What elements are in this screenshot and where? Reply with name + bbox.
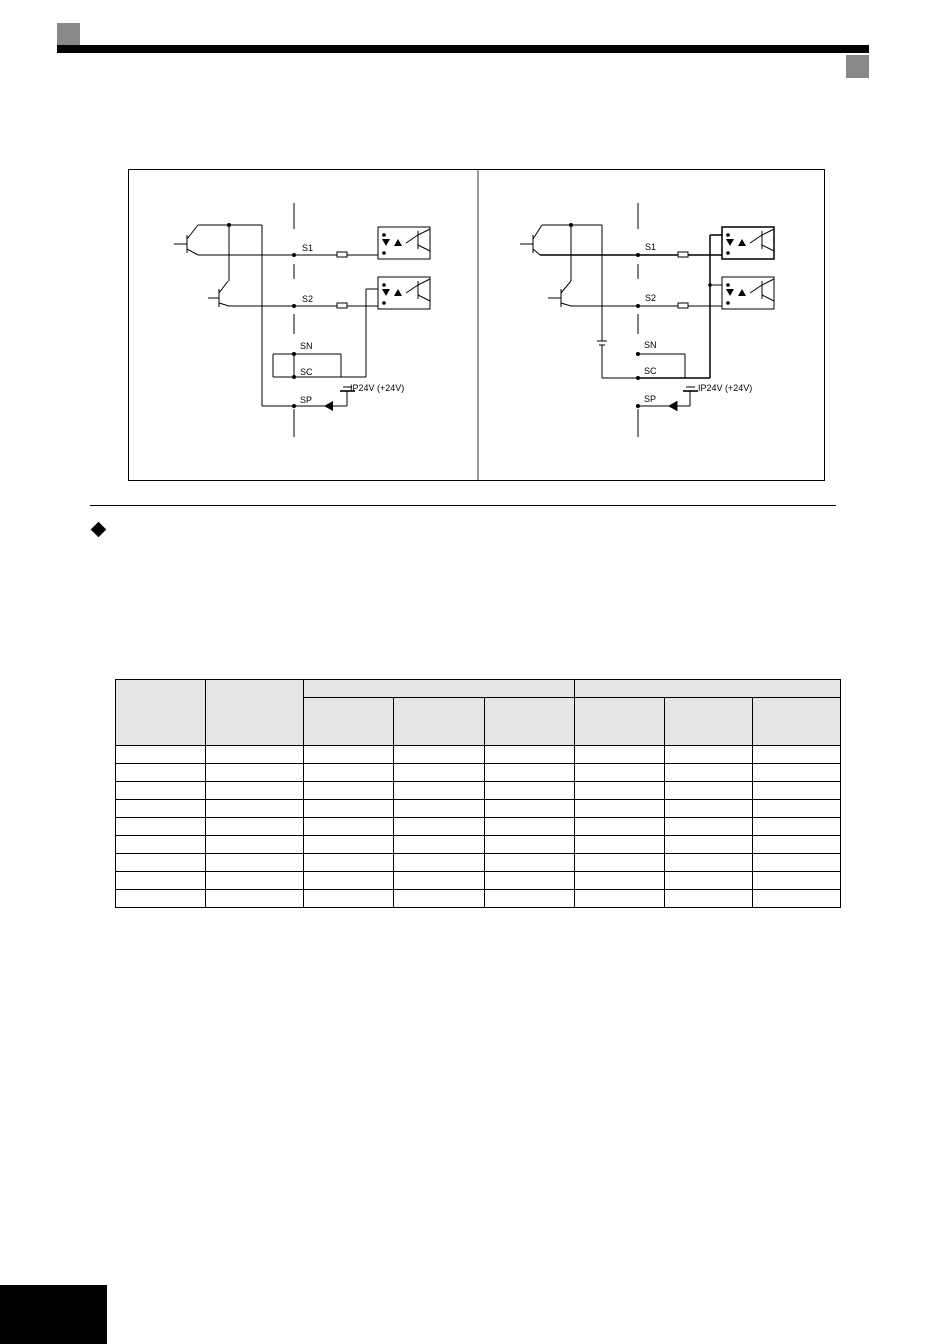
- table-row: [116, 800, 841, 818]
- table-cell: [485, 890, 575, 908]
- table-cell: [206, 854, 304, 872]
- table-cell: [304, 782, 394, 800]
- table-cell: [753, 764, 841, 782]
- table-header-cell: [753, 698, 841, 746]
- table-cell: [575, 872, 665, 890]
- table-row: [116, 872, 841, 890]
- table-cell: [116, 872, 206, 890]
- table-cell: [575, 782, 665, 800]
- table-row: [116, 818, 841, 836]
- table-cell: [394, 890, 485, 908]
- table-cell: [753, 890, 841, 908]
- table-cell: [394, 836, 485, 854]
- table-body: [116, 746, 841, 908]
- table-row: [116, 890, 841, 908]
- section-divider: [90, 505, 836, 506]
- table-cell: [753, 836, 841, 854]
- table-cell: [485, 800, 575, 818]
- table-cell: [485, 836, 575, 854]
- table-cell: [206, 872, 304, 890]
- table-cell: [304, 872, 394, 890]
- table-cell: [485, 872, 575, 890]
- table-header-group: [575, 680, 841, 698]
- table-cell: [206, 764, 304, 782]
- table-header-group: [304, 680, 575, 698]
- table-cell: [665, 800, 753, 818]
- table-cell: [665, 890, 753, 908]
- table-cell: [394, 872, 485, 890]
- header-rule: [57, 45, 869, 53]
- table-cell: [665, 872, 753, 890]
- table-cell: [116, 764, 206, 782]
- table-cell: [116, 854, 206, 872]
- table-cell: [575, 836, 665, 854]
- table-header-cell: [485, 698, 575, 746]
- table-cell: [575, 818, 665, 836]
- table-cell: [116, 782, 206, 800]
- table-row: [116, 854, 841, 872]
- table-cell: [116, 890, 206, 908]
- table-cell: [753, 872, 841, 890]
- table-cell: [753, 818, 841, 836]
- footer-page-block: [0, 1285, 107, 1344]
- table-row: [116, 764, 841, 782]
- table-cell: [304, 818, 394, 836]
- table-cell: [485, 818, 575, 836]
- table-cell: [665, 764, 753, 782]
- left-terminal-sp: SP: [299, 394, 312, 405]
- table-cell: [665, 746, 753, 764]
- table-cell: [394, 800, 485, 818]
- table-cell: [304, 836, 394, 854]
- right-supply-label: IP24V (+24V): [697, 382, 752, 393]
- left-terminal-sn: SN: [299, 340, 313, 351]
- table-cell: [485, 782, 575, 800]
- table-cell: [753, 800, 841, 818]
- table-cell: [304, 764, 394, 782]
- table-cell: [665, 854, 753, 872]
- table-cell: [753, 746, 841, 764]
- right-terminal-s2: S2: [644, 292, 656, 303]
- table-cell: [394, 746, 485, 764]
- table-cell: [304, 854, 394, 872]
- table-row: [116, 746, 841, 764]
- table-cell: [485, 764, 575, 782]
- right-terminal-sn: SN: [643, 339, 657, 350]
- table-cell: [116, 818, 206, 836]
- table-cell: [394, 818, 485, 836]
- table-cell: [116, 746, 206, 764]
- wiring-diagram: [128, 169, 825, 481]
- table-header-cell: [665, 698, 753, 746]
- table-cell: [575, 800, 665, 818]
- table-header-cell: [575, 698, 665, 746]
- table-cell: [665, 836, 753, 854]
- table-cell: [485, 746, 575, 764]
- table-row: [116, 782, 841, 800]
- right-terminal-sc: SC: [643, 365, 657, 376]
- table-cell: [206, 746, 304, 764]
- table-header-cell: [304, 698, 394, 746]
- table-cell: [753, 854, 841, 872]
- table-row: [116, 836, 841, 854]
- left-supply-label: IP24V (+24V): [349, 382, 404, 393]
- right-terminal-s1: S1: [644, 241, 656, 252]
- section-bullet-icon: [91, 522, 107, 538]
- table-cell: [394, 764, 485, 782]
- right-terminal-sp: SP: [643, 393, 656, 404]
- table-cell: [575, 890, 665, 908]
- header-marker-block: [57, 23, 80, 46]
- left-terminal-s1: S1: [301, 242, 313, 253]
- table-cell: [575, 764, 665, 782]
- table-cell: [575, 854, 665, 872]
- table-header-row: [116, 680, 841, 698]
- table-cell: [575, 746, 665, 764]
- table-cell: [304, 890, 394, 908]
- header-tab-block: [846, 55, 869, 78]
- table-cell: [665, 782, 753, 800]
- table-cell: [304, 800, 394, 818]
- table-cell: [485, 854, 575, 872]
- left-terminal-sc: SC: [299, 366, 313, 377]
- table-header-cell: [394, 698, 485, 746]
- table-cell: [394, 782, 485, 800]
- spec-table: [115, 679, 841, 908]
- table-cell: [206, 836, 304, 854]
- table-cell: [665, 818, 753, 836]
- left-terminal-s2: S2: [301, 293, 313, 304]
- table-cell: [394, 854, 485, 872]
- table-cell: [206, 800, 304, 818]
- table-header-cell: [206, 680, 304, 746]
- table-cell: [116, 836, 206, 854]
- wiring-figure-frame: [128, 169, 825, 481]
- table-cell: [753, 782, 841, 800]
- table-cell: [116, 800, 206, 818]
- table-cell: [304, 746, 394, 764]
- table-header-cell: [116, 680, 206, 746]
- table-cell: [206, 818, 304, 836]
- table-cell: [206, 782, 304, 800]
- table-cell: [206, 890, 304, 908]
